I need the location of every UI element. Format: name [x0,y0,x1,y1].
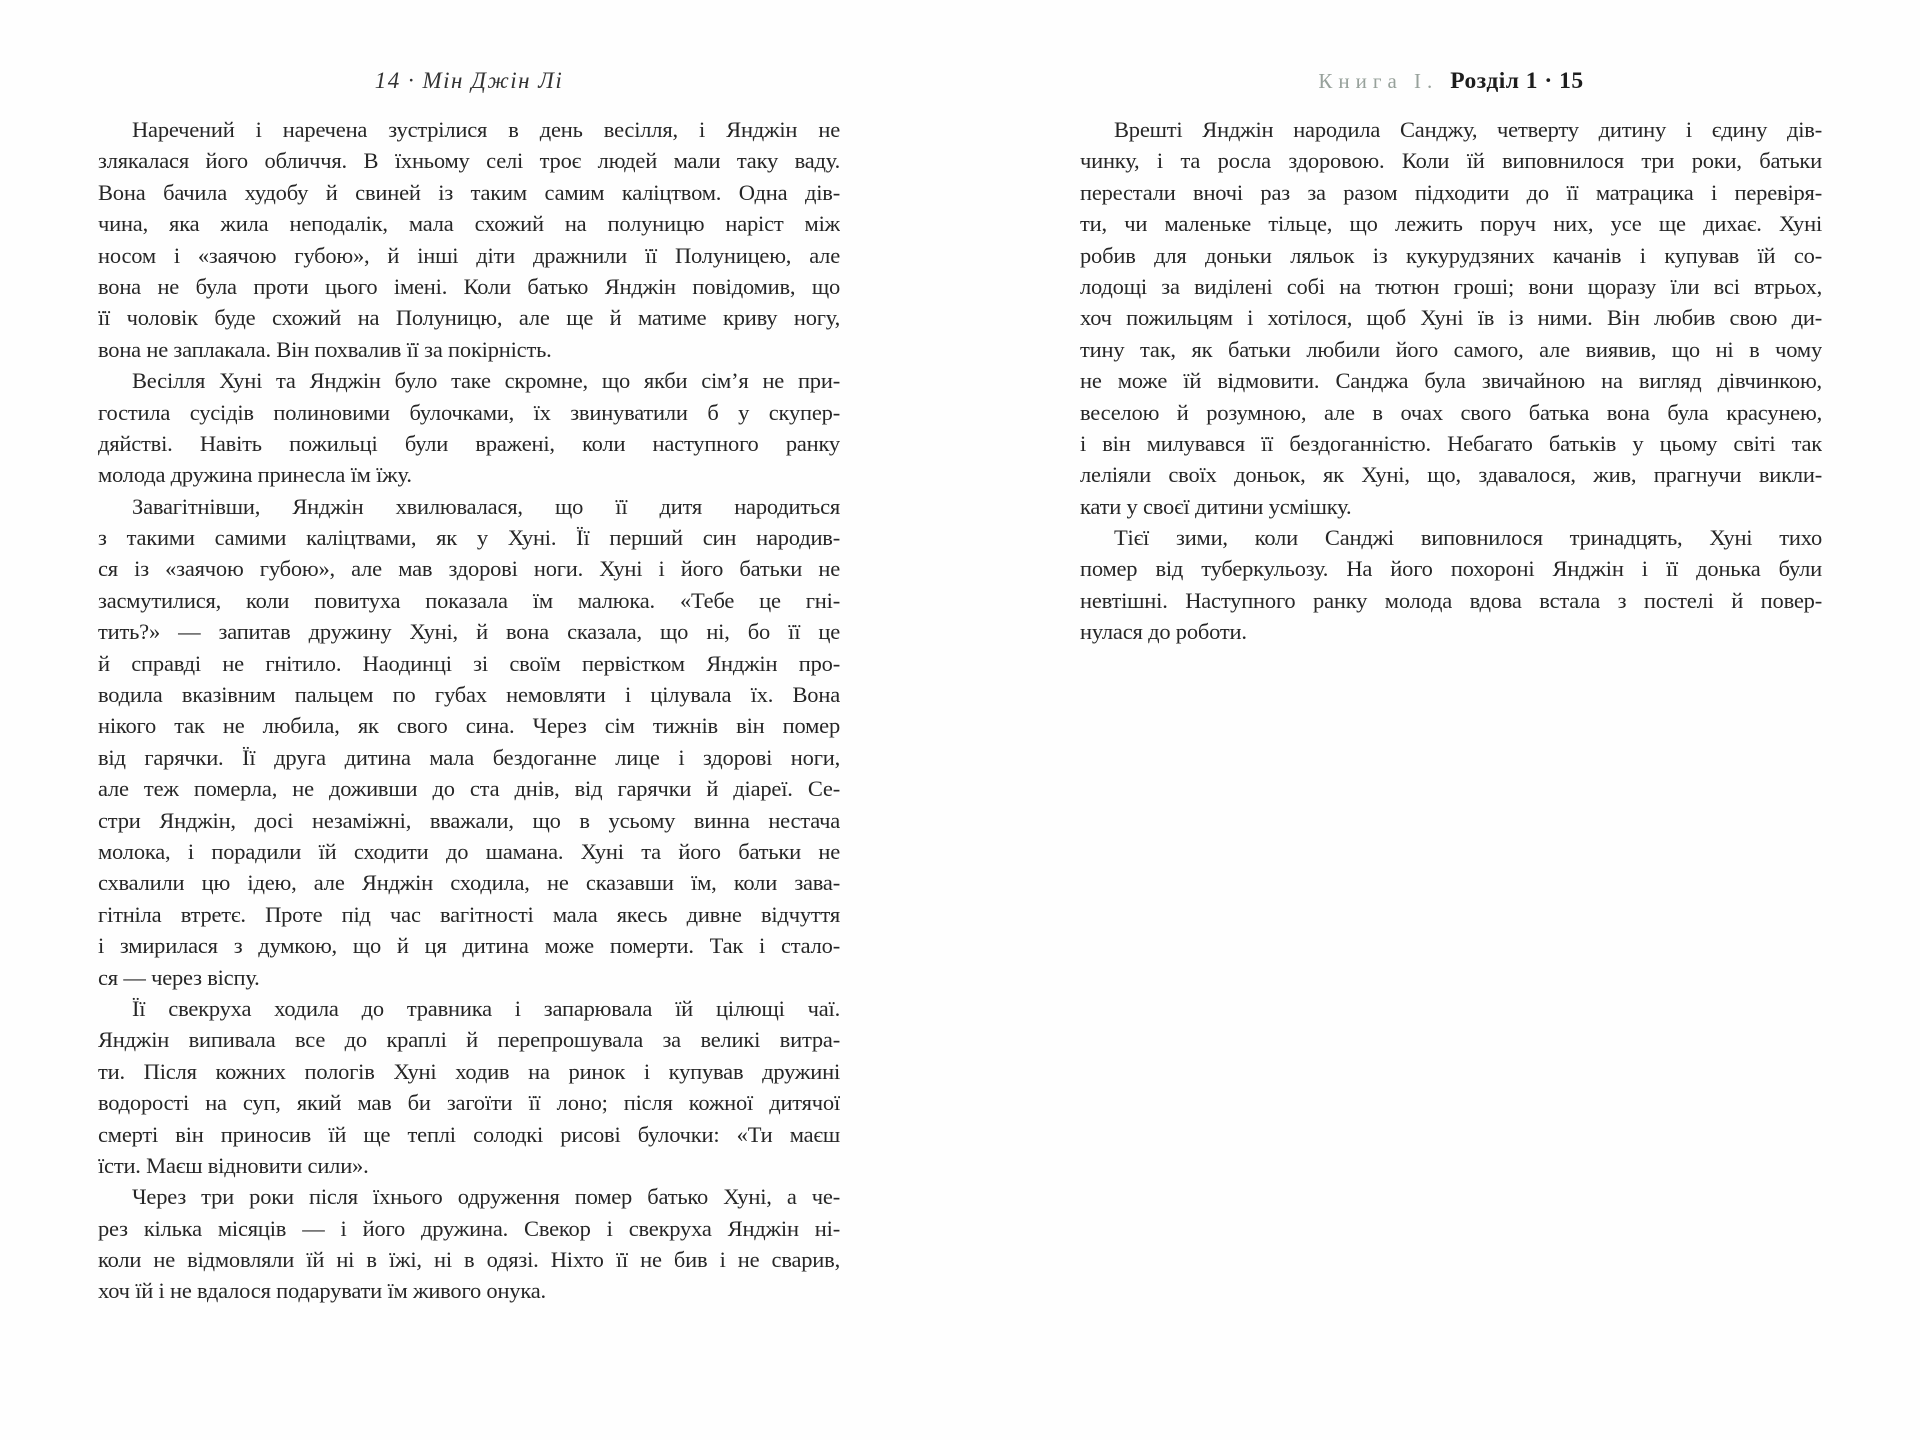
text-line: носом і «заячою губою», й інші діти дражнили її Полуницею, але [98,242,840,268]
text-line: Наречений і наречена зустрілися в день весілля, і Янджін не [132,117,840,142]
left-page [98,0,840,1440]
text-line: ся — через віспу. [98,964,260,990]
text-line: гітніла втретє. Проте під час вагітності мала якесь дивне відчуття [98,901,840,927]
text-line: Врешті Янджін народила Санджу, четверту дитину і єдину дів- [1114,117,1822,142]
text-line: перестали вночі раз за разом підходити до її матрацика і перевіря- [1080,179,1822,205]
text-line: леліяли своїх доньок, як Хуні, що, здавалося, жив, прагнучи викли- [1080,462,1822,488]
text-line: гостила сусідів полиновими булочками, їх звинуватили б у скупер- [98,399,840,425]
paragraph [1080,114,1822,522]
text-line: вона не була проти цього імені. Коли батько Янджін повідомив, що [98,273,840,299]
right-page-text [1080,114,1822,648]
text-line: рез кілька місяців — і його дружина. Свекор і свекруха Янджін ні- [98,1215,840,1241]
left-page-text [98,114,840,1307]
chapter-page-label: Розділ 1 · 15 [1450,68,1584,94]
paragraph [98,114,840,365]
left-running-head: 14 · Мін Джін Лі [374,68,564,93]
text-line: Весілля Хуні та Янджін було таке скромне, що якби сім’я не при- [132,368,840,394]
paragraph [98,365,840,491]
right-running-head [1080,68,1822,95]
text-line: хоч їй і не вдалося подарувати їм живого онука. [98,1278,546,1304]
paragraph [1080,522,1822,648]
text-line: молока, і порадили їй сходити до шамана. Хуні та його батьки не [98,838,840,864]
text-line: і змирилася з думкою, що й ця дитина може померти. Так і стало- [98,933,840,959]
paragraph [98,993,840,1181]
text-line: її чоловік буде схожий на Полуницю, але ще й матиме криву ногу, [98,305,840,331]
book-label: Книга І. [1318,69,1439,93]
text-line: дяйстві. Навіть пожильці були вражені, коли наступного ранку [98,430,840,456]
text-line: кати у своєї дитини усмішку. [1080,493,1352,519]
text-line: з такими самими каліцтвами, як у Хуні. Її перший син народив- [98,525,840,551]
text-line: стри Янджін, досі незаміжні, вважали, що в усьому винна нестача [98,807,840,833]
text-line: Вона бачила худобу й свиней із таким самим каліцтвом. Одна дів- [98,179,840,205]
text-line: робив для доньки ляльок із кукурудзяних качанів і купував їй со- [1080,242,1822,268]
text-line: молода дружина принесла їм їжу. [98,462,412,488]
text-line: лодощі за виділені собі на тютюн гроші; вони щоразу їли всі втрьох, [1080,273,1822,299]
text-line: вона не заплакала. Він похвалив її за покірність. [98,336,552,362]
paragraph [98,491,840,993]
text-line: водорості на суп, який мав би загоїти її лоно; після кожної дитячої [98,1090,840,1116]
text-line: й справді не гнітило. Наодинці зі своїм первістком Янджін про- [98,650,840,676]
text-line: невтішні. Наступного ранку молода вдова встала з постелі й повер- [1080,587,1822,613]
text-line: Завагітнівши, Янджін хвилювалася, що її дитя народиться [132,493,840,519]
text-line: ти, чи маленьке тільце, що лежить поруч них, усе ще дихає. Хуні [1080,211,1822,237]
text-line: чина, яка жила неподалік, мала схожий на полуницю наріст між [98,211,840,237]
text-line: і він милувався її бездоганністю. Небагато батьків у цьому світі так [1080,430,1822,456]
text-line: Тієї зими, коли Санджі виповнилося тринадцять, Хуні тихо [1114,525,1822,551]
text-line: помер від туберкульозу. На його похороні Янджін і її донька були [1080,556,1822,582]
text-line: засмутилися, коли повитуха показала їм малюка. «Тебе це гні- [98,587,840,613]
text-line: не може їй відмовити. Санджа була звичайною на вигляд дівчинкою, [1080,368,1822,394]
text-line: нулася до роботи. [1080,619,1247,645]
text-line: водила вказівним пальцем по губах немовляти і цілувала їх. Вона [98,682,840,708]
text-line: тить?» — запитав дружину Хуні, й вона сказала, що ні, бо її це [98,619,840,645]
text-line: тину так, як батьки любили його самого, але виявив, що ні в чому [1080,336,1822,362]
text-line: ти. Після кожних пологів Хуні ходив на ринок і купував дружині [98,1058,840,1084]
text-line: ся із «заячою губою», але мав здорові ноги. Хуні і його батьки не [98,556,840,582]
text-line: Її свекруха ходила до травника і запарювала їй цілющі чаї. [132,995,840,1021]
right-page [1080,0,1822,1440]
text-line: смерті він приносив їй ще теплі солодкі рисові булочки: «Ти маєш [98,1121,840,1147]
text-line: веселою й розумною, але в очах свого батька вона була красунею, [1080,399,1822,425]
text-line: коли не відмовляли їй ні в їжі, ні в одязі. Ніхто її не бив і не сварив, [98,1247,840,1273]
text-line: їсти. Маєш відновити сили». [98,1152,369,1178]
paragraph [98,1181,840,1307]
text-line: нікого так не любила, як свого сина. Через сім тижнів він помер [98,713,840,739]
text-line: чинку, і та росла здоровою. Коли їй виповнилося три роки, батьки [1080,148,1822,174]
text-line: Через три роки після їхнього одруження помер батько Хуні, а че- [132,1184,840,1210]
text-line: хоч пожильцям і хотілося, щоб Хуні їв із ними. Він любив свою ди- [1080,305,1822,331]
text-line: схвалили цю ідею, але Янджін сходила, не сказавши їм, коли зава- [98,870,840,896]
text-line: від гарячки. Її друга дитина мала бездоганне лице і здорові ноги, [98,744,840,770]
text-line: Янджін випивала все до краплі й перепрошувала за великі витра- [98,1027,840,1053]
text-line: злякалася його обличчя. В їхньому селі троє людей мали таку ваду. [98,148,840,174]
text-line: але теж померла, не доживши до ста днів, від гарячки й діареї. Се- [98,776,840,802]
